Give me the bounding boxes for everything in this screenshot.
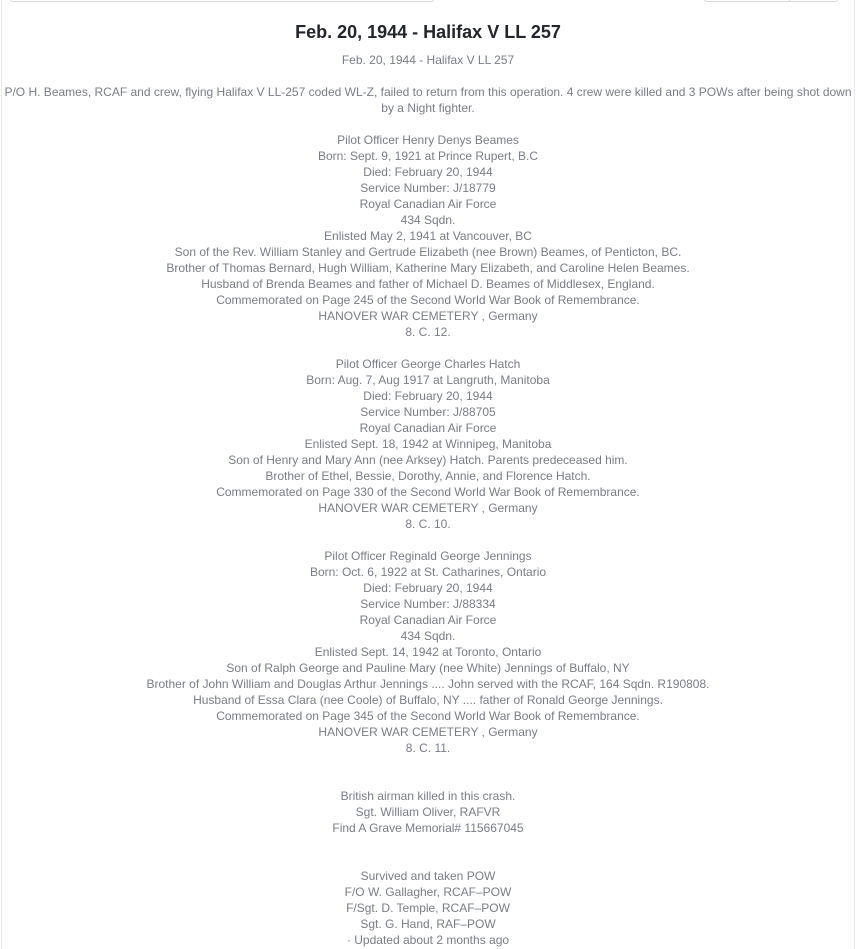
crew-line: F/O W. Gallagher, RCAF–POW xyxy=(344,885,512,899)
crew-line: 8. C. 10. xyxy=(405,517,451,531)
crew-line: Sgt. William Oliver, RAFVR xyxy=(355,805,501,819)
crew-line: F/Sgt. D. Temple, RCAF–POW xyxy=(346,901,510,915)
crew-line: Service Number: J/18779 xyxy=(360,181,496,195)
crew-block xyxy=(0,868,856,932)
post-intro: P/O H. Beames, RCAF and crew, flying Halifax V LL-257 coded WL-Z, failed to return from this operation. 4 crew were killed and 3 POWs after being shot down by a Night fighter. xyxy=(4,85,852,115)
updated-timestamp: · Updated about 2 months ago xyxy=(346,933,510,947)
crew-line: Brother of Thomas Bernard, Hugh William, Katherine Mary Elizabeth, and Caroline Helen Beames. xyxy=(166,261,690,275)
crew-block xyxy=(0,548,856,756)
crew-line: HANOVER WAR CEMETERY , Germany xyxy=(318,501,538,515)
crew-line: HANOVER WAR CEMETERY , Germany xyxy=(318,725,538,739)
crew-line: Died: February 20, 1944 xyxy=(363,581,493,595)
crew-line: Husband of Essa Clara (nee Coole) of Buffalo, NY .... father of Ronald George Jennings. xyxy=(193,693,663,707)
crew-block xyxy=(0,132,856,340)
crew-line: Survived and taken POW xyxy=(360,869,496,883)
crew-line: Commemorated on Page 330 of the Second World War Book of Remembrance. xyxy=(216,485,640,499)
crew-line: Son of Henry and Mary Ann (nee Arksey) Hatch. Parents predeceased him. xyxy=(228,453,628,467)
crew-line: 434 Sqdn. xyxy=(400,213,456,227)
post-title: Feb. 20, 1944 - Halifax V LL 257 xyxy=(295,22,561,42)
crew-line: Born: Sept. 9, 1921 at Prince Rupert, B.C xyxy=(317,149,539,163)
crew-line: Brother of John William and Douglas Arthur Jennings .... John served with the RCAF, 164 Sqdn. R190808. xyxy=(146,677,710,691)
crew-line: Sgt. G. Hand, RAF–POW xyxy=(360,917,496,931)
crew-line: Enlisted Sept. 14, 1942 at Toronto, Ontario xyxy=(314,645,542,659)
crew-block xyxy=(0,356,856,532)
crew-line: Enlisted May 2, 1941 at Vancouver, BC xyxy=(324,229,532,243)
crew-line: Died: February 20, 1944 xyxy=(363,389,493,403)
crew-line: Commemorated on Page 345 of the Second World War Book of Remembrance. xyxy=(216,709,640,723)
crew-line: Royal Canadian Air Force xyxy=(359,421,497,435)
crew-line: Born: Oct. 6, 1922 at St. Catharines, Ontario xyxy=(309,565,547,579)
crew-line: Service Number: J/88705 xyxy=(360,405,496,419)
crew-line: 8. C. 12. xyxy=(405,325,451,339)
crew-line: Service Number: J/88334 xyxy=(360,597,496,611)
crew-line: Find A Grave Memorial# 115667045 xyxy=(332,821,524,835)
crew-block xyxy=(0,788,856,836)
crew-line: 8. C. 11. xyxy=(405,741,451,755)
crew-line: HANOVER WAR CEMETERY , Germany xyxy=(318,309,538,323)
crew-line: Commemorated on Page 245 of the Second World War Book of Remembrance. xyxy=(216,293,640,307)
crew-line: Enlisted Sept. 18, 1942 at Winnipeg, Manitoba xyxy=(304,437,552,451)
crew-line: Brother of Ethel, Bessie, Dorothy, Annie, and Florence Hatch. xyxy=(265,469,591,483)
crew-line: Born: Aug. 7, Aug 1917 at Langruth, Manitoba xyxy=(306,373,550,387)
crew-line: Pilot Officer Henry Denys Beames xyxy=(337,133,519,147)
crew-line: British airman killed in this crash. xyxy=(340,789,516,803)
post-subtitle: Feb. 20, 1944 - Halifax V LL 257 xyxy=(341,53,515,67)
crew-line: 434 Sqdn. xyxy=(400,629,456,643)
crew-line: Pilot Officer Reginald George Jennings xyxy=(324,549,532,563)
crew-line: Son of Ralph George and Pauline Mary (nee White) Jennings of Buffalo, NY xyxy=(226,661,630,675)
crew-blocks xyxy=(0,132,856,932)
crew-line: Husband of Brenda Beames and father of Michael D. Beames of Middlesex, England. xyxy=(201,277,655,291)
crew-line: Died: February 20, 1944 xyxy=(363,165,493,179)
crew-line: Royal Canadian Air Force xyxy=(359,613,497,627)
crew-line: Son of the Rev. William Stanley and Gertrude Elizabeth (nee Brown) Beames, of Penticton, BC. xyxy=(174,245,682,259)
crew-line: Pilot Officer George Charles Hatch xyxy=(335,357,521,371)
crew-line: Royal Canadian Air Force xyxy=(359,197,497,211)
